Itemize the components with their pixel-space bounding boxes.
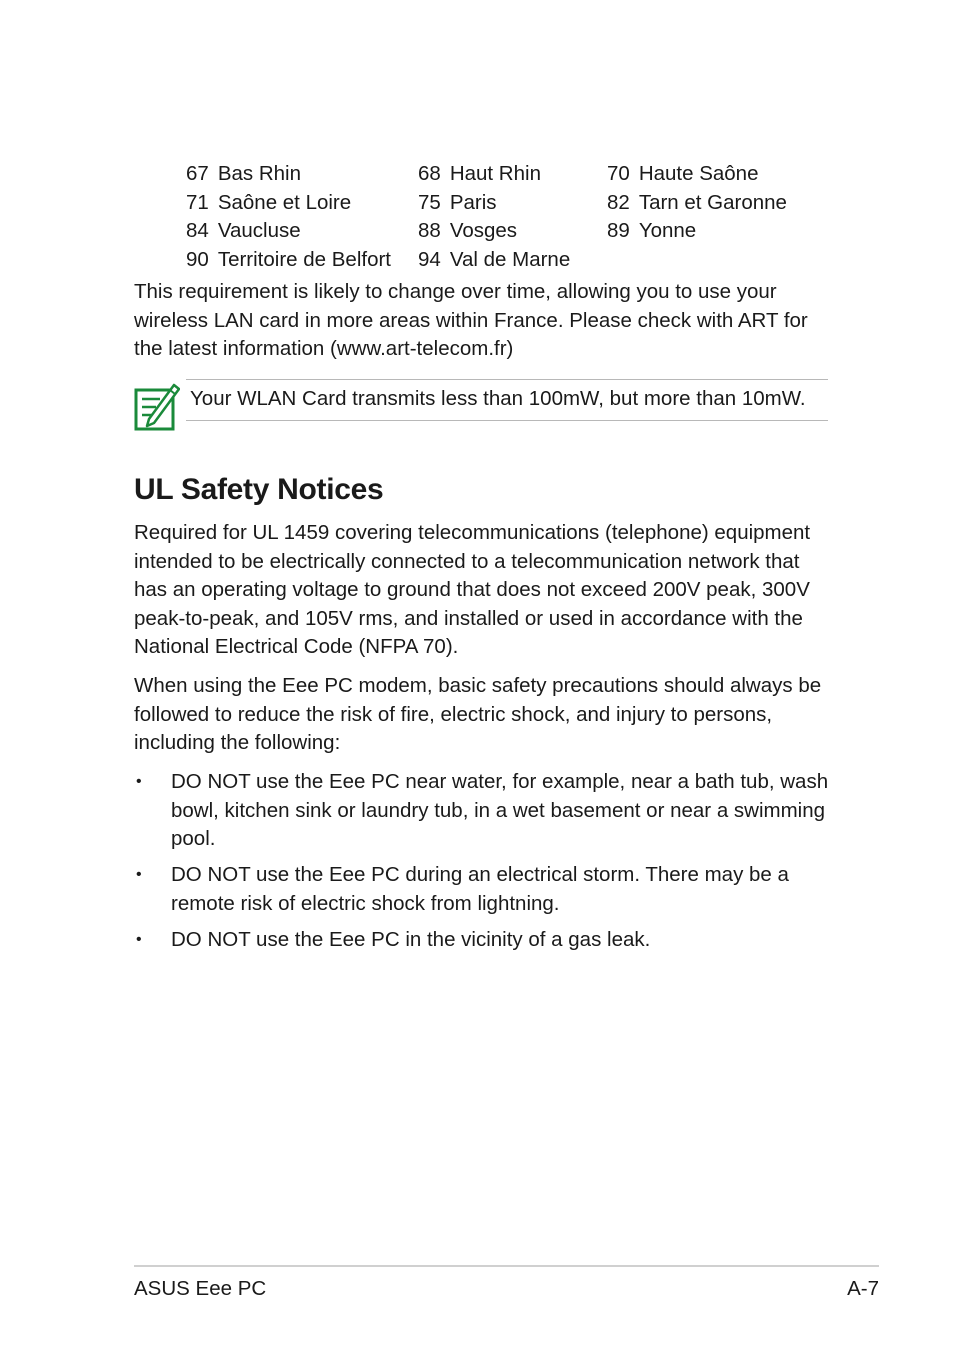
department-number: 84: [186, 219, 209, 242]
department-name: Saône et Loire: [217, 190, 352, 214]
section-title: UL Safety Notices: [134, 473, 384, 506]
department-cell: [418, 246, 607, 275]
modem-safety-paragraph: When using the Eee PC modem, basic safety precautions should always be followed to reduce the risk of fire, electric shock, and injury to persons, including the following:: [134, 674, 822, 754]
page-number: A-7: [847, 1277, 879, 1300]
department-name: Territoire de Belfort: [217, 247, 391, 271]
department-name: Yonne: [638, 219, 697, 242]
department-cell: [186, 217, 418, 246]
department-cell: [607, 189, 787, 218]
list-item-text: DO NOT use the Eee PC during an electrical storm. There may be a remote risk of electric shock from lightning.: [171, 863, 789, 915]
list-item: [134, 768, 834, 854]
department-name: Haut Rhin: [449, 162, 541, 185]
table-row: [186, 189, 787, 218]
department-name: Paris: [449, 190, 497, 214]
department-name: Bas Rhin: [217, 162, 301, 185]
department-number: 75: [418, 190, 441, 214]
note-divider-top: [186, 379, 828, 380]
department-cell: [186, 246, 418, 275]
bullet-icon: •: [136, 930, 142, 948]
table-row: [186, 246, 787, 275]
list-item: [134, 861, 834, 918]
bullet-icon: •: [136, 866, 142, 883]
department-name: Vosges: [449, 219, 518, 242]
footer-divider: [134, 1265, 879, 1267]
note-text: Your WLAN Card transmits less than 100mW, but more than 10mW.: [190, 387, 806, 410]
department-number: 89: [607, 219, 630, 242]
note-divider-bottom: [186, 420, 828, 421]
department-cell-empty: [607, 246, 787, 275]
ul-requirement-paragraph: Required for UL 1459 covering telecommunications (telephone) equipment intended to be electrically connected to a telecommunication network that has an operating voltage to ground that does not exceed 200V peak, 300V peak-to-peak, and 105V rms, and installed or used in accordance with the National Electrical Code (NFPA 70).: [134, 521, 811, 658]
note-pencil-icon: [134, 381, 180, 431]
department-number: 71: [186, 190, 209, 214]
bullet-icon: •: [136, 773, 142, 790]
department-cell: [418, 160, 607, 189]
department-number: 67: [186, 162, 209, 185]
safety-bullet-list: [134, 768, 834, 962]
footer-product-name: ASUS Eee PC: [134, 1277, 267, 1300]
department-table: [186, 160, 787, 274]
requirement-paragraph: This requirement is likely to change over time, allowing you to use your wireless LAN card in more areas within France. Please check with ART for the latest information (www.art-telecom.fr): [134, 280, 808, 360]
department-name: Val de Marne: [449, 247, 571, 271]
table-row: [186, 217, 787, 246]
list-item: [134, 926, 834, 955]
department-number: 68: [418, 162, 441, 185]
department-cell: [186, 189, 418, 218]
department-name: Tarn et Garonne: [638, 190, 787, 214]
department-name: Vaucluse: [217, 219, 301, 242]
department-number: 90: [186, 247, 209, 271]
table-row: [186, 160, 787, 189]
department-name: Haute Saône: [638, 162, 759, 185]
department-number: 82: [607, 190, 630, 214]
department-cell: [186, 160, 418, 189]
department-number: 70: [607, 162, 630, 185]
note-box: [134, 379, 828, 431]
department-cell: [418, 189, 607, 218]
department-cell: [607, 160, 787, 189]
list-item-text: DO NOT use the Eee PC in the vicinity of a gas leak.: [171, 927, 651, 951]
department-cell: [607, 217, 787, 246]
department-number: 94: [418, 247, 441, 271]
department-number: 88: [418, 219, 441, 242]
department-cell: [418, 217, 607, 246]
list-item-text: DO NOT use the Eee PC near water, for example, near a bath tub, wash bowl, kitchen sink or laundry tub, in a wet basement or near a swimming pool.: [171, 770, 829, 850]
